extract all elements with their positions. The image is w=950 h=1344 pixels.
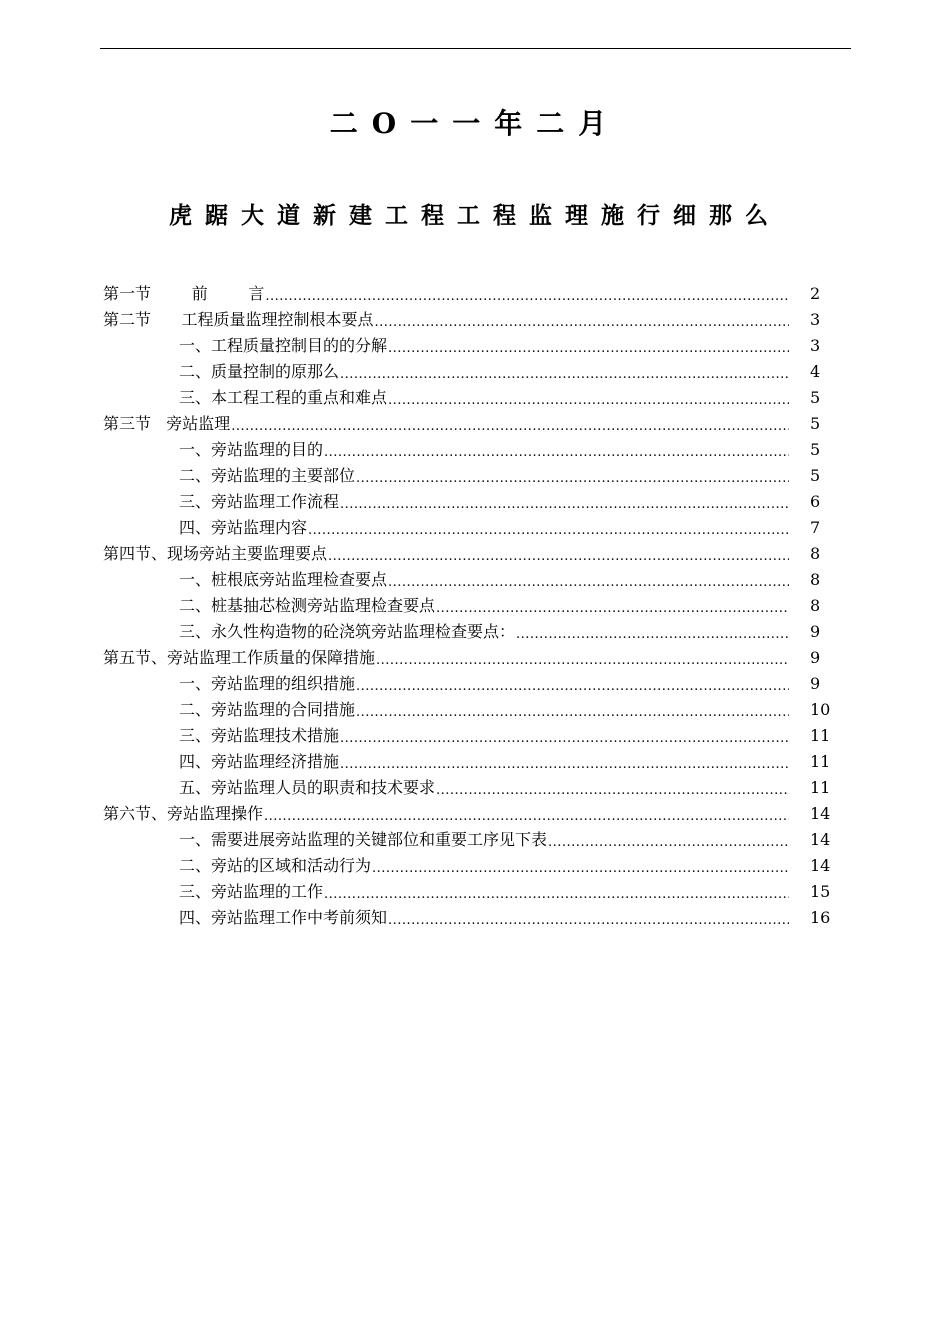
toc-section-entry[interactable] [103, 307, 843, 333]
toc-page-number: 8 [810, 570, 821, 589]
toc-subsection-entry[interactable] [103, 515, 843, 541]
toc-page-number: 9 [810, 674, 821, 693]
toc-section-entry[interactable] [103, 645, 843, 671]
header-rule [100, 48, 851, 49]
toc-subsection-entry[interactable] [103, 853, 843, 879]
toc-entry-label: 第六节、旁站监理操作 [103, 804, 264, 823]
toc-page-number: 3 [810, 310, 821, 329]
toc-entry-label: 第一节 前 言 [103, 284, 265, 303]
toc-page-number: 7 [810, 518, 821, 537]
toc-entry-label: 三、旁站监理技术措施 [179, 726, 340, 745]
toc-page-number: 16 [810, 908, 831, 927]
toc-section-entry[interactable] [103, 541, 843, 567]
toc-entry-label: 二、旁站监理的主要部位 [179, 466, 356, 485]
toc-entry-label: 五、旁站监理人员的职责和技术要求 [179, 778, 436, 797]
toc-entry-label: 第四节、现场旁站主要监理要点 [103, 544, 328, 563]
toc-page-number: 8 [810, 596, 821, 615]
toc-entry-label: 四、旁站监理工作中考前须知 [179, 908, 388, 927]
toc-page-number: 9 [810, 622, 821, 641]
toc-page-number: 9 [810, 648, 821, 667]
toc-entry-label: 二、桩基抽芯检测旁站监理检查要点 [179, 596, 436, 615]
toc-entry-label: 一、工程质量控制目的的分解 [179, 336, 388, 355]
toc-subsection-entry[interactable] [103, 593, 843, 619]
toc-page-number: 5 [810, 388, 821, 407]
toc-page-number: 5 [810, 440, 821, 459]
toc-entry-label: 三、旁站监理工作流程 [179, 492, 340, 511]
toc-entry-label: 四、旁站监理内容 [179, 518, 308, 537]
toc-page-number: 3 [810, 336, 821, 355]
toc-entry-label: 第五节、旁站监理工作质量的保障措施 [103, 648, 376, 667]
toc-subsection-entry[interactable] [103, 879, 843, 905]
toc-subsection-entry[interactable] [103, 437, 843, 463]
toc-entry-label: 第二节 工程质量监理控制根本要点 [103, 310, 374, 329]
toc-entry-label: 二、质量控制的原那么 [179, 362, 340, 381]
date-heading: 二O一一年二月 [329, 107, 621, 140]
toc-subsection-entry[interactable] [103, 359, 843, 385]
toc-subsection-entry[interactable] [103, 723, 843, 749]
document-title: 虎踞大道新建工程工程监理施行细那么 [169, 202, 781, 229]
toc-section-entry[interactable] [103, 281, 843, 307]
toc-page-number: 14 [810, 856, 831, 875]
toc-entry-label: 二、旁站的区域和活动行为 [179, 856, 372, 875]
toc-section-entry[interactable] [103, 801, 843, 827]
toc-subsection-entry[interactable] [103, 905, 843, 931]
toc-section-entry[interactable] [103, 411, 843, 437]
toc-page-number: 5 [810, 466, 821, 485]
toc-subsection-entry[interactable] [103, 463, 843, 489]
toc-page-number: 10 [810, 700, 831, 719]
toc-subsection-entry[interactable] [103, 671, 843, 697]
toc-subsection-entry[interactable] [103, 567, 843, 593]
toc-page-number: 14 [810, 804, 831, 823]
toc-entry-label: 第三节 旁站监理 [103, 414, 231, 433]
toc-page-number: 11 [810, 778, 831, 797]
toc-entry-label: 三、旁站监理的工作 [179, 882, 324, 901]
toc-subsection-entry[interactable] [103, 489, 843, 515]
toc-page-number: 5 [810, 414, 821, 433]
toc-subsection-entry[interactable] [103, 697, 843, 723]
toc-subsection-entry[interactable] [103, 333, 843, 359]
toc-page-number: 11 [810, 726, 831, 745]
toc-entry-label: 一、旁站监理的目的 [179, 440, 324, 459]
toc-subsection-entry[interactable] [103, 385, 843, 411]
toc-entry-label: 一、桩根底旁站监理检查要点 [179, 570, 388, 589]
toc-entry-label: 四、旁站监理经济措施 [179, 752, 340, 771]
toc-page-number: 8 [810, 544, 821, 563]
toc-dot-leader [388, 908, 789, 934]
toc-page-number: 4 [810, 362, 821, 381]
toc-subsection-entry[interactable] [103, 775, 843, 801]
toc-subsection-entry[interactable] [103, 749, 843, 775]
toc-page-number: 15 [810, 882, 831, 901]
toc-page-number: 14 [810, 830, 831, 849]
toc-entry-label: 一、旁站监理的组织措施 [179, 674, 356, 693]
toc-entry-label: 三、本工程工程的重点和难点 [179, 388, 388, 407]
toc-page-number: 6 [810, 492, 821, 511]
toc-subsection-entry[interactable] [103, 619, 843, 645]
toc-entry-label: 三、永久性构造物的砼浇筑旁站监理检查要点： [179, 622, 516, 641]
toc-subsection-entry[interactable] [103, 827, 843, 853]
toc-page-number: 2 [810, 284, 821, 303]
table-of-contents [103, 281, 843, 931]
toc-entry-label: 二、旁站监理的合同措施 [179, 700, 356, 719]
toc-entry-label: 一、需要进展旁站监理的关键部位和重要工序见下表 [179, 830, 548, 849]
toc-page-number: 11 [810, 752, 831, 771]
